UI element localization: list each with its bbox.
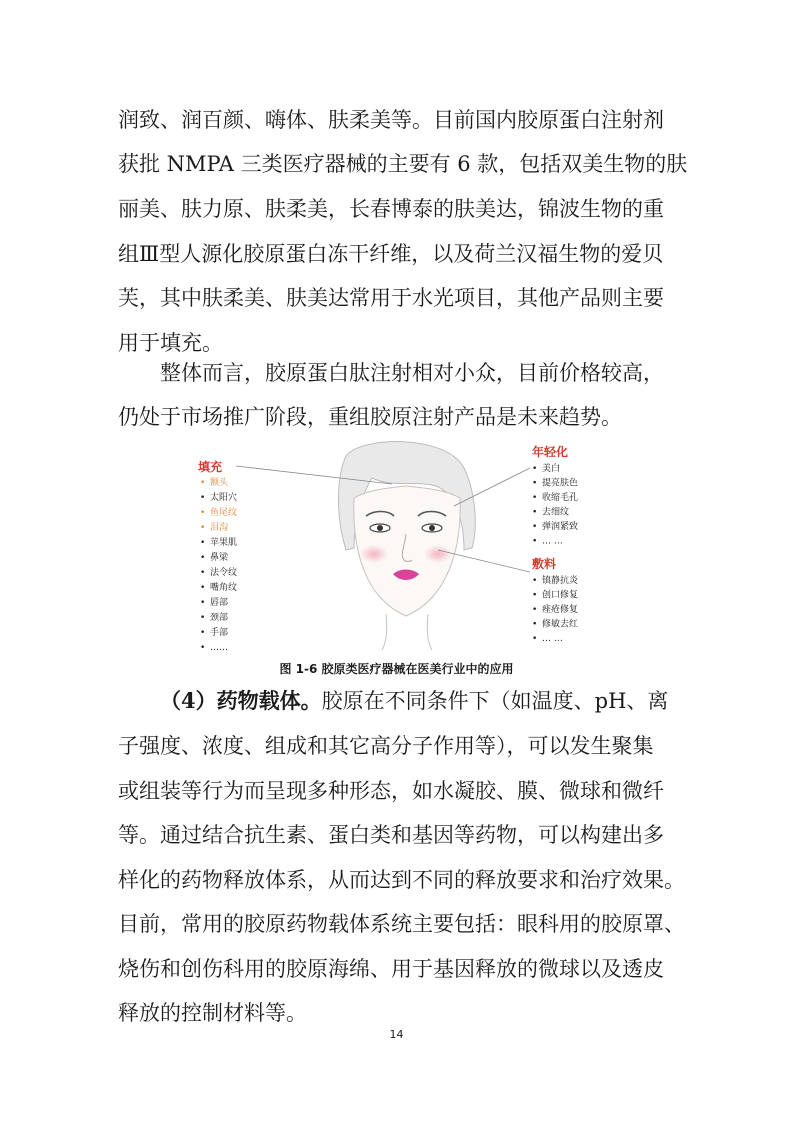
text-line: 烧伤和创伤科用的胶原海绵、用于基因释放的微球以及透皮 bbox=[118, 957, 664, 981]
figure-label-item: 提亮肤色 bbox=[542, 478, 579, 489]
bullet-icon: • bbox=[532, 478, 538, 489]
page-number: 14 bbox=[389, 1028, 404, 1041]
collagen-application-figure bbox=[196, 438, 606, 650]
bullet-icon: • bbox=[532, 493, 538, 503]
bullet-icon: • bbox=[200, 508, 206, 518]
figure-label-item: 泪沟 bbox=[210, 523, 229, 533]
figure-label-item: 手部 bbox=[210, 628, 229, 638]
label-rejuvenation-title: 年轻化 bbox=[532, 445, 569, 459]
text-line: 子强度、浓度、组成和其它高分子作用等），可以发生聚集 bbox=[118, 734, 654, 758]
figure-label-item: 鼻梁 bbox=[210, 553, 229, 563]
right-label-list-1 bbox=[532, 462, 578, 547]
figure-label-item: 法令纹 bbox=[210, 568, 238, 578]
figure-label-item: … … bbox=[542, 536, 563, 547]
label-fill-title: 填充 bbox=[198, 460, 223, 474]
figure-label-item: 镇静抗炎 bbox=[542, 576, 579, 586]
label-dressing-title: 敷料 bbox=[532, 557, 557, 571]
bullet-icon: • bbox=[532, 590, 538, 601]
figure-label-item: 美白 bbox=[542, 464, 561, 474]
text-line: 整体而言，胶原蛋白肽注射相对小众，目前价格较高， bbox=[160, 361, 664, 385]
left-label-list bbox=[200, 476, 237, 650]
bullet-icon: • bbox=[200, 553, 206, 563]
bullet-icon: • bbox=[532, 464, 538, 474]
figure-label-item: 收缩毛孔 bbox=[542, 493, 579, 503]
bullet-icon: • bbox=[532, 507, 538, 518]
bullet-icon: • bbox=[532, 619, 538, 630]
bullet-icon: • bbox=[200, 523, 206, 533]
text-line: 获批 NMPA 三类医疗器械的主要有 6 款，包括双美生物的肤 bbox=[118, 152, 688, 176]
figure-label-item: 唇部 bbox=[210, 598, 229, 608]
figure-label-item: 苹果肌 bbox=[210, 538, 238, 548]
bullet-icon: • bbox=[532, 522, 538, 532]
figure-label-item: 修敏去红 bbox=[542, 619, 579, 630]
bullet-icon: • bbox=[200, 538, 206, 548]
text-line: 释放的控制材料等。 bbox=[118, 1001, 307, 1025]
figure-label-item: 太阳穴 bbox=[210, 493, 238, 503]
text-line: 或组装等行为而呈现多种形态，如水凝胶、膜、微球和微纤 bbox=[118, 779, 664, 803]
bullet-icon: • bbox=[200, 478, 206, 488]
figure-label-item: 鱼尾纹 bbox=[210, 508, 238, 518]
right-label-list-2 bbox=[532, 574, 579, 644]
text-line: 组Ⅲ型人源化胶原蛋白冻干纤维，以及荷兰汉福生物的爱贝 bbox=[118, 242, 664, 266]
figure-label-item: 弹润紧致 bbox=[542, 522, 579, 532]
text-line: 芙，其中肤柔美、肤美达常用于水光项目，其他产品则主要 bbox=[118, 286, 664, 310]
figure-label-item: 创口修复 bbox=[542, 590, 579, 601]
figure-caption: 图 1-6 胶原类医疗器械在医美行业中的应用 bbox=[279, 662, 514, 676]
text-line: 用于填充。 bbox=[118, 331, 223, 355]
figure-label-item: …… bbox=[210, 643, 228, 650]
face-illustration bbox=[339, 442, 476, 650]
bullet-icon: • bbox=[532, 536, 538, 547]
bullet-icon: • bbox=[200, 643, 206, 650]
bullet-icon: • bbox=[200, 628, 206, 638]
text-line: 等。通过结合抗生素、蛋白类和基因等药物，可以构建出多 bbox=[118, 823, 664, 847]
text-span: 胶原在不同条件下（如温度、pH、离 bbox=[321, 689, 669, 713]
text-line: 润致、润百颜、嗨体、肤柔美等。目前国内胶原蛋白注射剂 bbox=[118, 108, 664, 132]
bullet-icon: • bbox=[200, 613, 206, 623]
text-line: 样化的药物释放体系，从而达到不同的释放要求和治疗效果。 bbox=[118, 868, 685, 892]
text-line: 丽美、肤力原、肤柔美，长春博泰的肤美达，锦波生物的重 bbox=[118, 197, 664, 221]
bullet-icon: • bbox=[532, 605, 538, 615]
text-line bbox=[118, 685, 668, 715]
section-lead: （4）药物载体。 bbox=[160, 688, 322, 713]
figure-label-item: 嘴角纹 bbox=[210, 583, 238, 593]
figure-label-item: 去细纹 bbox=[542, 507, 570, 518]
figure-label-item: … … bbox=[542, 634, 563, 644]
figure-label-item: 额头 bbox=[210, 478, 229, 488]
figure-label-item: 痤疮修复 bbox=[542, 605, 579, 615]
bullet-icon: • bbox=[200, 583, 206, 593]
text-line: 目前，常用的胶原药物载体系统主要包括：眼科用的胶原罩、 bbox=[118, 912, 685, 936]
bullet-icon: • bbox=[200, 568, 206, 578]
text-line: 仍处于市场推广阶段，重组胶原注射产品是未来趋势。 bbox=[118, 405, 622, 429]
bullet-icon: • bbox=[532, 576, 538, 586]
figure-label-item: 颈部 bbox=[210, 613, 229, 623]
bullet-icon: • bbox=[532, 634, 538, 644]
bullet-icon: • bbox=[200, 493, 206, 503]
bullet-icon: • bbox=[200, 598, 206, 608]
